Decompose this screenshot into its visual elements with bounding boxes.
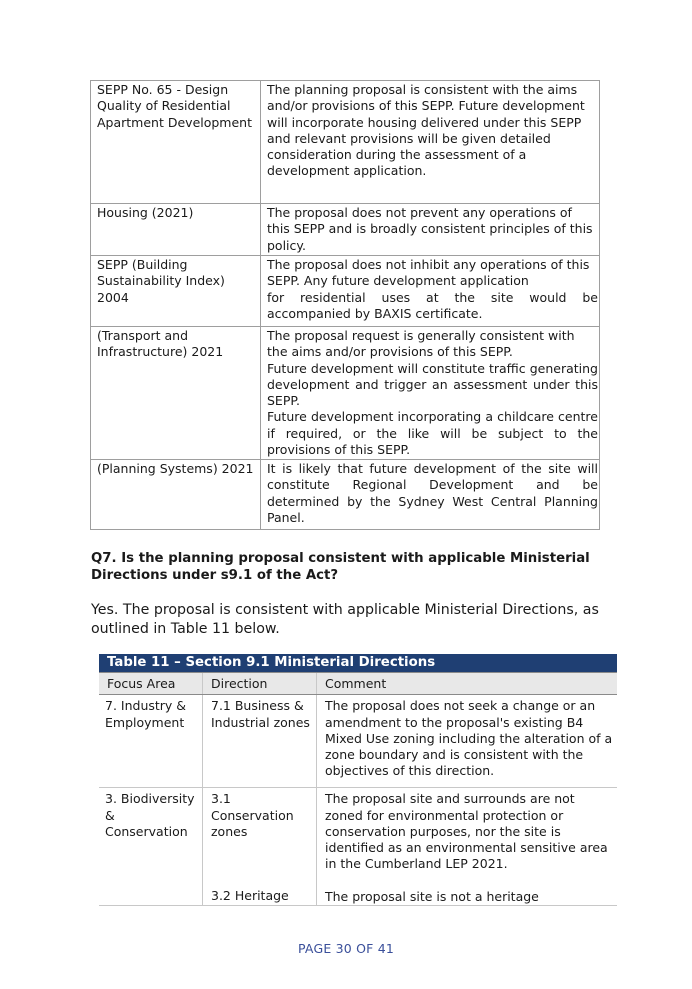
comment-line: The proposal request is generally consistent with the aims and/or provisions of this SEPP. [267,328,575,360]
comment-line: for residential uses at the site would be accompanied by BAXIS certificate. [267,289,598,321]
question-heading: Q7. Is the planning proposal consistent with applicable Ministerial Directions under s9.1 of the Act? [91,551,590,583]
comment-cell [261,256,600,327]
direction-text: 3.2 Heritage [211,888,289,904]
table-caption-row [99,654,617,673]
table-row [91,460,600,530]
direction-cell: 7.1 Business & Industrial zones [203,695,317,788]
table-caption: Table 11 – Section 9.1 Ministerial Directions [99,654,617,673]
sepp-consistency-table [90,80,600,530]
comment-line: The proposal does not inhibit any operations of this SEPP. Any future development application [267,257,590,289]
direction-cell [203,788,317,906]
policy-cell: (Transport and Infrastructure) 2021 [91,327,261,460]
comment-cell: The proposal does not prevent any operations of this SEPP and is broadly consistent principles of this policy. [261,204,600,256]
intro-paragraph: Yes. The proposal is consistent with applicable Ministerial Directions, as outlined in Table 11 below. [91,602,599,637]
comment-text: The proposal site is not a heritage [325,888,539,904]
policy-cell: Housing (2021) [91,204,261,256]
policy-cell: SEPP (Building Sustainability Index) 2004 [91,256,261,327]
column-header: Direction [203,673,317,695]
policy-cell: SEPP No. 65 - Design Quality of Residential Apartment Development [91,81,261,204]
column-header: Comment [317,673,618,695]
comment-cell: It is likely that future development of the site will constitute Regional Development and be determined by the Sydney West Central Planning Panel. [261,460,600,530]
comment-line: Future development incorporating a childcare centre if required, or the like will be subject to the provisions of this SEPP. [267,409,598,458]
table-row [91,81,600,204]
page-number: PAGE 30 OF 41 [297,941,394,956]
focus-area-cell: 7. Industry & Employment [99,695,203,788]
comment-cell: The proposal does not seek a change or an amendment to the proposal's existing B4 Mixed Use zoning including the alteration of a zone boundary and is consistent with the objectives of this direction. [317,695,618,788]
table-row [99,695,617,788]
direction-text: 3.1 Conservation zones [211,791,294,839]
ministerial-directions-table [99,654,617,906]
comment-cell [261,327,600,460]
table-row [99,788,617,906]
comment-text: The proposal site and surrounds are not zoned for environmental protection or conservation purposes, nor the site is identified as an environmental sensitive area in the Cumberland LEP 2021. [325,791,608,872]
comment-line: Future development will constitute traffic generating development and trigger an assessment under this SEPP. [267,360,598,409]
policy-cell: (Planning Systems) 2021 [91,460,261,530]
table-row [91,256,600,327]
table-row [91,327,600,460]
table-header-row [99,673,617,695]
comment-cell [317,788,618,906]
focus-area-cell: 3. Biodiversity & Conservation [99,788,203,906]
comment-cell: The planning proposal is consistent with the aims and/or provisions of this SEPP. Future development will incorporate housing delivered under this SEPP and relevant provisions will be given detailed consideration during the assessment of a development application. [261,81,600,204]
column-header: Focus Area [99,673,203,695]
table-row [91,204,600,256]
